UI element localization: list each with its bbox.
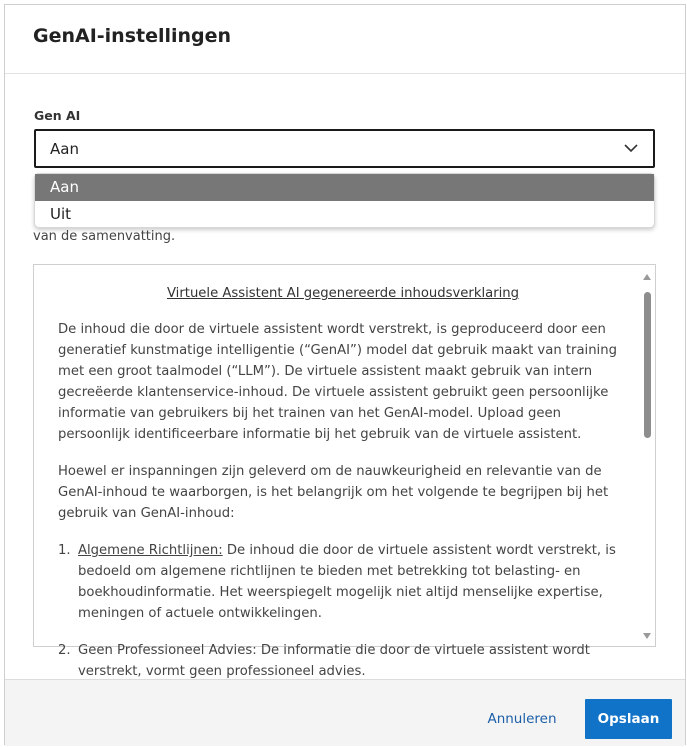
description-text: van de samenvatting. (33, 229, 176, 244)
scrollbar[interactable] (639, 265, 655, 646)
scroll-down-arrow-icon[interactable] (643, 633, 651, 639)
disclaimer-paragraph: De inhoud die door de virtuele assistent wordt verstrekt, is geproduceerd door een generatief kunstmatige intelligentie (“GenAI”) model dat gebruik maakt van training met een groot taalmodel (“LLM”). De virtuele assistent maakt gebruik van intern gecreëerde klantenservice-inhoud. De virtuele assistent gebruikt geen persoonlijke informatie van gebruikers bij het trainen van het GenAI-model. Upload geen persoonlijk identificeerbare informatie bij het gebruik van de virtuele assistent. (58, 322, 617, 442)
list-item (58, 540, 628, 624)
save-button[interactable]: Opslaan (585, 699, 672, 739)
gen-ai-select-value: Aan (50, 140, 79, 158)
list-term: Algemene Richtlijnen: (78, 543, 223, 558)
gen-ai-select[interactable] (34, 129, 655, 168)
chevron-down-icon (624, 141, 638, 155)
dialog-footer (5, 679, 685, 746)
list-text: De inhoud die door de virtuele assistent wordt verstrekt, is bedoeld om algemene richtlijnen te bieden met betrekking tot belasting- en boekhoudinformatie. Het weerspiegelt mogelijk niet altijd menselijke expertise, meningen of actuele ontwikkelingen. (78, 543, 616, 621)
list-number: 1. (58, 543, 71, 558)
dialog-title: GenAI-instellingen (33, 25, 232, 47)
scrollbar-thumb[interactable] (644, 292, 651, 438)
gen-ai-dropdown-menu (34, 173, 655, 228)
cancel-button[interactable]: Annuleren (474, 699, 570, 739)
list-body (78, 540, 628, 624)
disclaimer-title: Virtuele Assistent AI gegenereerde inhoudsverklaring (166, 286, 520, 301)
dropdown-option-aan[interactable]: Aan (35, 174, 654, 201)
disclaimer-content (58, 283, 628, 698)
disclaimer-scroll-box[interactable] (33, 264, 656, 679)
gen-ai-field-label: Gen AI (34, 108, 81, 123)
list-body (78, 640, 628, 682)
dropdown-option-uit[interactable]: Uit (50, 205, 72, 223)
list-item (58, 640, 628, 682)
disclaimer-paragraph: Hoewel er inspanningen zijn geleverd om de nauwkeurigheid en relevantie van de GenAI-inhoud te waarborgen, is het belangrijk om het volgende te begrijpen bij het gebruik van GenAI-inhoud: (58, 464, 609, 521)
list-text: Geen Professioneel Advies: De informatie die door de virtuele assistent wordt verstrekt, vormt geen professioneel advies. (78, 643, 590, 679)
scroll-up-arrow-icon[interactable] (643, 274, 651, 280)
dialog-header (5, 5, 685, 74)
genai-settings-dialog (4, 4, 686, 745)
list-number: 2. (58, 643, 71, 658)
disclaimer-list (58, 540, 628, 682)
